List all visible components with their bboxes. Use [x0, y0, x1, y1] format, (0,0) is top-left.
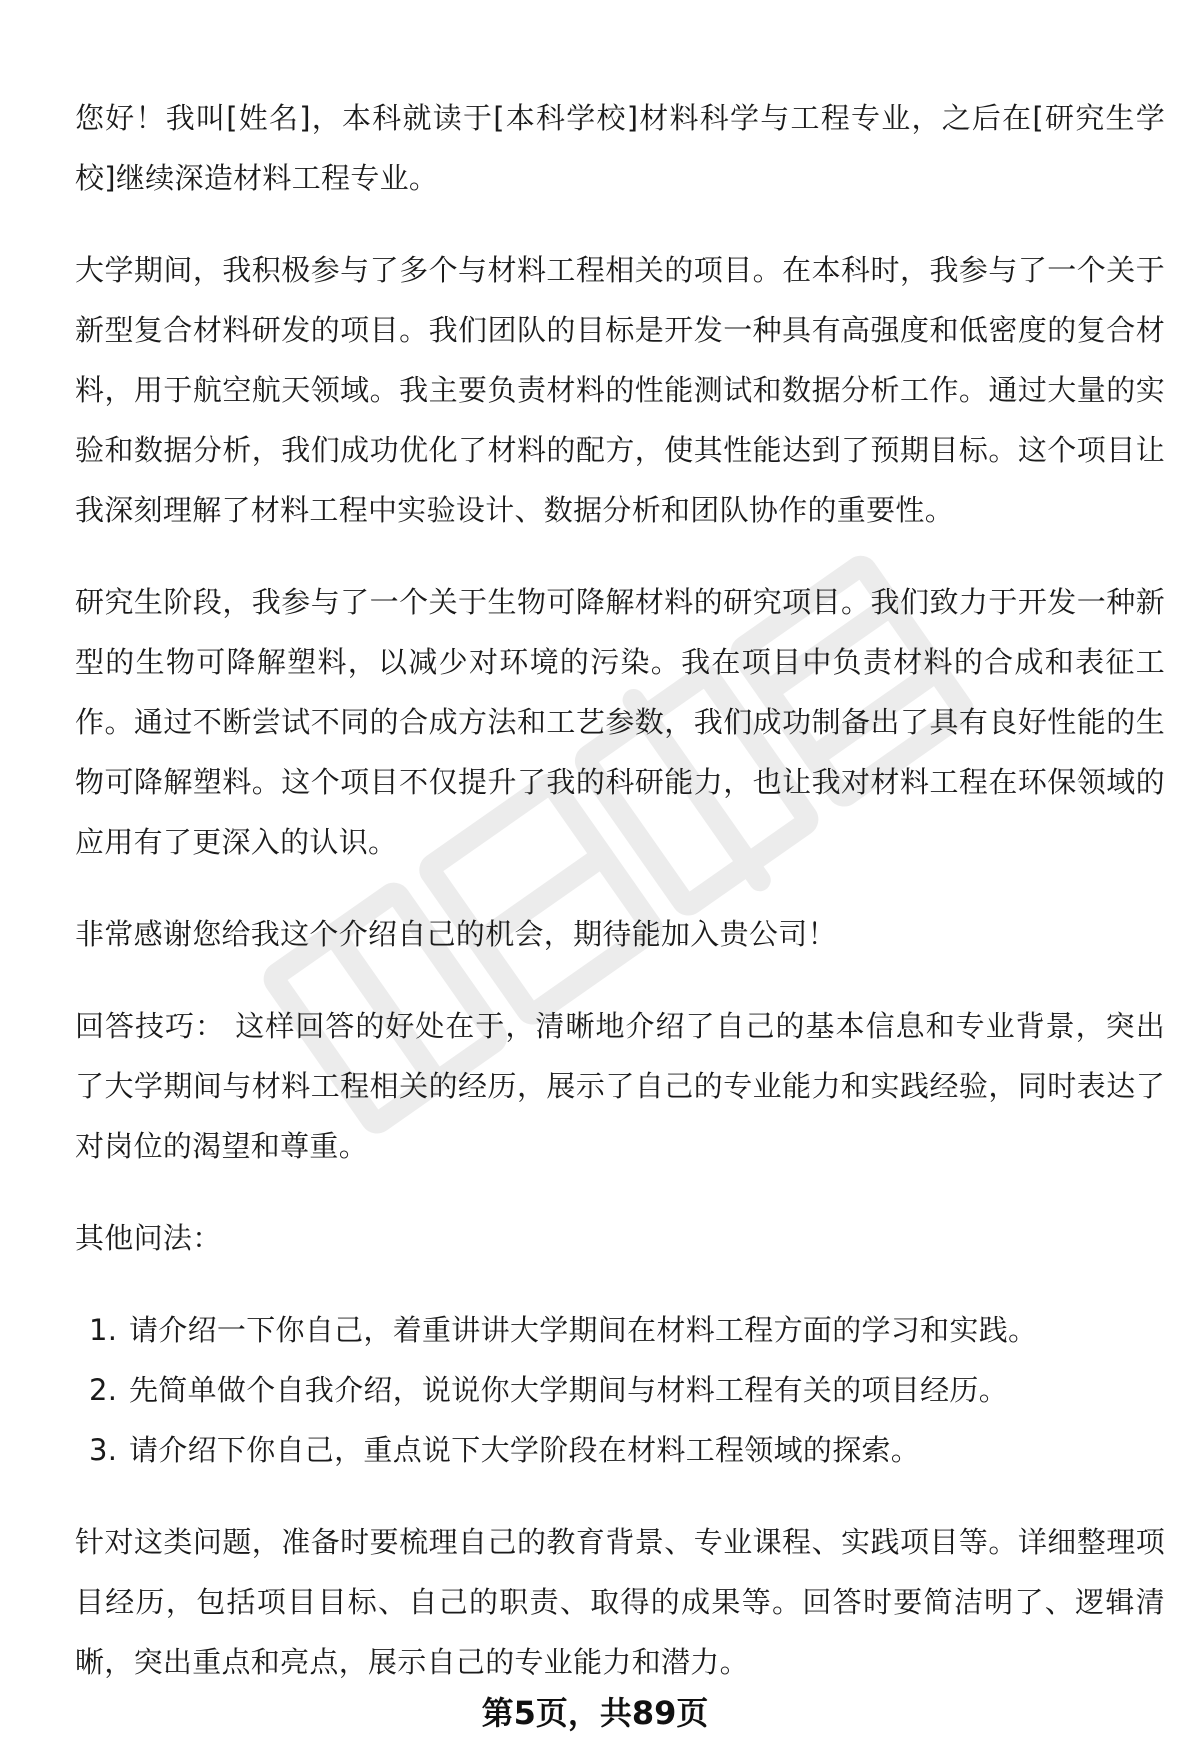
list-item	[75, 1300, 1165, 1360]
list-item	[75, 1360, 1165, 1420]
other-questions-heading: 其他问法：	[75, 1221, 222, 1255]
intro-paragraph: 您好！我叫[姓名]，本科就读于[本科学校]材料科学与工程专业，之后在[研究生学校]继续深造材料工程专业。	[75, 101, 1165, 195]
preparation-advice-paragraph: 针对这类问题，准备时要梳理自己的教育背景、专业课程、实践项目等。详细整理项目经历，包括项目目标、自己的职责、取得的成果等。回答时要简洁明了、逻辑清晰，突出重点和亮点，展示自己的专业能力和潜力。	[75, 1525, 1165, 1679]
undergrad-project-paragraph: 大学期间，我积极参与了多个与材料工程相关的项目。在本科时，我参与了一个关于新型复合材料研发的项目。我们团队的目标是开发一种具有高强度和低密度的复合材料，用于航空航天领域。我主要负责材料的性能测试和数据分析工作。通过大量的实验和数据分析，我们成功优化了材料的配方，使其性能达到了预期目标。这个项目让我深刻理解了材料工程中实验设计、数据分析和团队协作的重要性。	[75, 253, 1165, 527]
answer-tips-paragraph: 回答技巧： 这样回答的好处在于，清晰地介绍了自己的基本信息和专业背景，突出了大学期间与材料工程相关的经历，展示了自己的专业能力和实践经验，同时表达了对岗位的渴望和尊重。	[75, 1009, 1165, 1163]
list-item-text: 请介绍下你自己，重点说下大学阶段在材料工程领域的探索。	[129, 1433, 921, 1467]
list-item-number: 1.	[89, 1313, 118, 1347]
graduate-project-paragraph: 研究生阶段，我参与了一个关于生物可降解材料的研究项目。我们致力于开发一种新型的生物可降解塑料，以减少对环境的污染。我在项目中负责材料的合成和表征工作。通过不断尝试不同的合成方法和工艺参数，我们成功制备出了具有良好性能的生物可降解塑料。这个项目不仅提升了我的科研能力，也让我对材料工程在环保领域的应用有了更深入的认识。	[75, 585, 1165, 859]
other-questions-list	[75, 1300, 1165, 1480]
list-item	[75, 1420, 1165, 1480]
thanks-paragraph: 非常感谢您给我这个介绍自己的机会，期待能加入贵公司！	[75, 917, 837, 951]
list-item-text: 先简单做个自我介绍，说说你大学期间与材料工程有关的项目经历。	[129, 1373, 1009, 1407]
list-item-number: 3.	[89, 1433, 118, 1467]
list-item-text: 请介绍一下你自己，着重讲讲大学期间在材料工程方面的学习和实践。	[129, 1313, 1038, 1347]
list-item-number: 2.	[89, 1373, 118, 1407]
page-number-footer: 第5页，共89页	[481, 1694, 709, 1732]
document-body	[75, 88, 1165, 1724]
